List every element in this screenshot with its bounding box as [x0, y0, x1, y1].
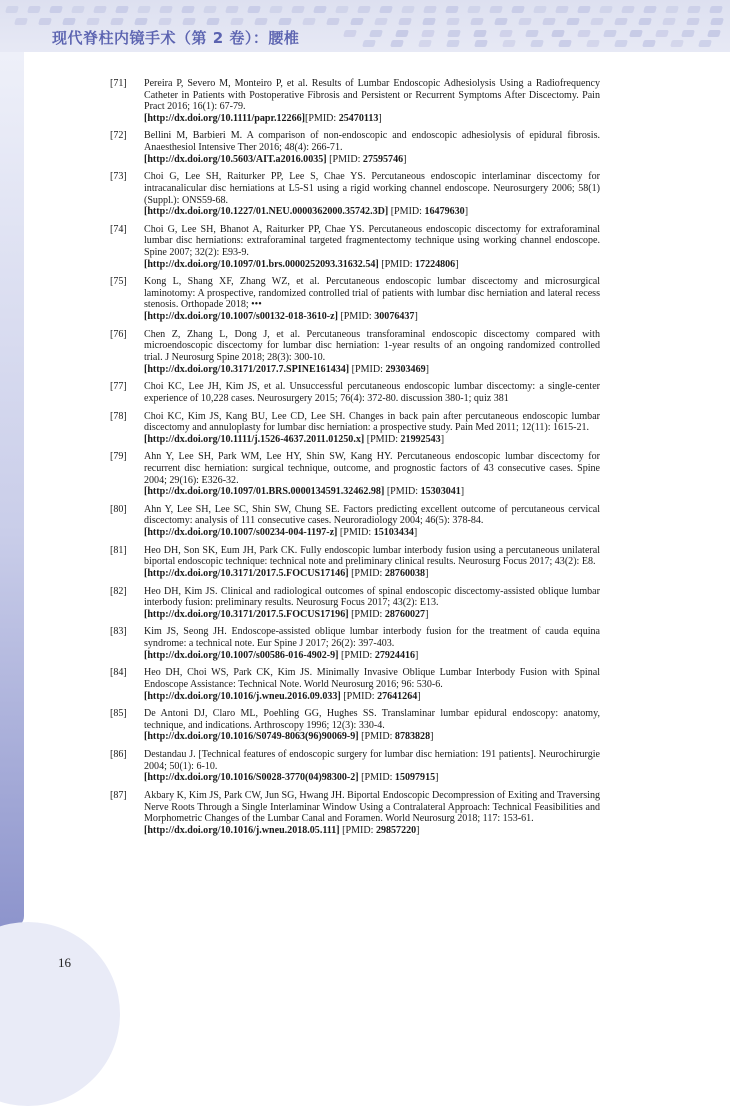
header-decoration-mark: [530, 40, 544, 47]
header-decoration-mark: [686, 18, 700, 25]
header-decoration-mark: [49, 6, 63, 13]
reference-number: [81]: [110, 544, 127, 556]
header-decoration-mark: [555, 6, 569, 13]
reference-number: [87]: [110, 789, 127, 801]
reference-identifiers: [144, 154, 600, 166]
reference-entry: [110, 224, 600, 270]
header-decoration-mark: [599, 6, 613, 13]
header-decoration-mark: [446, 40, 460, 47]
reference-doi-link[interactable]: [http://dx.doi.org/10.1007/s00132-018-3610-z]: [144, 311, 338, 323]
pmid-close: ]: [464, 206, 469, 218]
page-header: [0, 0, 730, 52]
header-decoration-mark: [137, 6, 151, 13]
reference-citation: Akbary K, Kim JS, Park CW, Jun SG, Hwang JH. Biportal Endoscopic Decompression of Exiting and Traversing Nerve Roots Through a Single Interlaminar Window Using a Contralateral Approach: Technical Feasibilities and Morphometric Changes of the Lumbar Canal and Foramen. World Neurosurg 2018; 117: 153-61.: [144, 789, 600, 825]
header-decoration-mark: [134, 18, 148, 25]
pmid-label: [PMID:: [338, 649, 375, 661]
page-corner-decoration: [0, 922, 120, 1106]
reference-pmid[interactable]: 17224806: [415, 258, 456, 270]
pmid-close: ]: [378, 112, 382, 124]
header-decoration-mark: [643, 6, 657, 13]
reference-doi-link[interactable]: [http://dx.doi.org/10.1097/01.BRS.0000134591.32462.98]: [144, 486, 385, 498]
pmid-close: ]: [403, 153, 407, 165]
header-decoration-mark: [518, 18, 532, 25]
reference-citation: Destandau J. [Technical features of endoscopic surgery for lumbar disc herniation: 191 patients]. Neurochirurgie 2004; 50(1): 6-10.: [144, 749, 600, 772]
reference-pmid[interactable]: 15103434: [373, 527, 414, 539]
reference-identifiers: [144, 731, 600, 743]
header-decoration-mark: [590, 18, 604, 25]
header-decoration-mark: [27, 6, 41, 13]
reference-doi-link[interactable]: [http://dx.doi.org/10.1111/j.1526-4637.2011.01250.x]: [144, 433, 365, 445]
pmid-close: ]: [425, 608, 429, 620]
reference-number: [77]: [110, 381, 127, 393]
header-decoration-mark: [423, 6, 437, 13]
reference-pmid[interactable]: 30076437: [374, 311, 415, 323]
reference-identifiers: [144, 691, 600, 703]
pmid-close: ]: [414, 311, 418, 323]
reference-citation: Kong L, Shang XF, Zhang WZ, et al. Percutaneous endoscopic lumbar discectomy and microsurgical laminotomy: A prospective, randomized controlled trial of patients with lumbar disc herniation and lateral recess stenosis. Orthopade 2018; •••: [144, 276, 600, 311]
reference-number: [83]: [110, 626, 127, 638]
reference-number: [85]: [110, 708, 127, 720]
pmid-label: [PMID:: [339, 824, 376, 836]
reference-number: [78]: [110, 410, 127, 422]
running-header-title: 现代脊柱内镜手术（第 2 卷）：腰椎: [52, 29, 300, 47]
pmid-close: ]: [416, 824, 420, 836]
pmid-close: ]: [435, 772, 439, 784]
reference-citation: Choi KC, Lee JH, Kim JS, et al. Unsuccessful percutaneous endoscopic lumbar discectomy: a single-center experience of 10,228 cases. Neurosurgery 2015; 76(4): 372-80. discussion 380-1; quiz 381: [144, 381, 600, 404]
reference-identifiers: [144, 364, 600, 376]
pmid-label: [PMID:: [348, 608, 385, 620]
pmid-close: ]: [425, 363, 429, 375]
pmid-label: [PMID:: [337, 527, 374, 539]
reference-entry: [110, 790, 600, 836]
reference-number: [80]: [110, 503, 127, 515]
header-decoration-mark: [335, 6, 349, 13]
reference-pmid[interactable]: 29857220: [375, 824, 417, 836]
reference-citation: Heo DH, Son SK, Eum JH, Park CK. Fully endoscopic lumbar interbody fusion using a percutaneous unilateral biportal endoscopic technique: technical note and preliminary clinical results. Neurosurg Focus 2017; 43(2): E8.: [144, 544, 600, 568]
reference-doi-link[interactable]: [http://dx.doi.org/10.1097/01.brs.0000252093.31632.54]: [144, 258, 379, 270]
header-decoration-mark: [499, 30, 513, 37]
reference-entry: [110, 329, 600, 375]
reference-citation: Bellini M, Barbieri M. A comparison of non-endoscopic and endoscopic adhesiolysis of epidural fibrosis. Anaesthesiol Intensive Ther 2016; 48(4): 266-71.: [144, 130, 600, 154]
reference-entry: [110, 78, 600, 124]
reference-citation: Chen Z, Zhang L, Dong J, et al. Percutaneous transforaminal endoscopic discectomy compared with microendoscopic discectomy for lumbar disc herniation: 1-year results of an ongoing randomized controlled trial. J Neurosurg Spine 2018; 28(3): 300-10.: [144, 328, 600, 363]
header-decoration-mark: [642, 40, 656, 47]
header-decoration-mark: [614, 40, 628, 47]
reference-number: [84]: [110, 667, 127, 679]
header-decoration-mark: [401, 6, 415, 13]
header-decoration-mark: [566, 18, 580, 25]
reference-number: [72]: [110, 130, 127, 142]
header-decoration-mark: [502, 40, 516, 47]
header-decoration-mark: [379, 6, 393, 13]
header-decoration-mark: [313, 6, 327, 13]
pmid-label: [PMID:: [348, 567, 385, 579]
pmid-label: [PMID:: [384, 486, 421, 498]
header-decoration-mark: [278, 18, 292, 25]
header-decoration-mark: [494, 18, 508, 25]
reference-pmid[interactable]: 15303041: [420, 486, 461, 498]
reference-doi-link[interactable]: [http://dx.doi.org/10.1007/s00586-016-4902-9]: [144, 649, 339, 661]
side-decoration-strip: [0, 52, 24, 928]
reference-pmid[interactable]: 27595746: [362, 153, 404, 165]
reference-doi-link[interactable]: [http://dx.doi.org/10.1016/j.wneu.2016.09.033]: [144, 690, 341, 702]
reference-entry: [110, 171, 600, 217]
pmid-close: ]: [440, 433, 445, 445]
pmid-label: [PMID:: [326, 153, 363, 165]
reference-entry: [110, 451, 600, 497]
header-decoration-mark: [586, 40, 600, 47]
header-decoration-mark: [577, 6, 591, 13]
header-decoration-mark: [603, 30, 617, 37]
reference-identifiers: [144, 609, 600, 621]
header-decoration-mark: [269, 6, 283, 13]
header-decoration: [320, 30, 730, 40]
reference-pmid[interactable]: 25470113: [338, 112, 379, 124]
pmid-label: [PMID:: [358, 772, 395, 784]
pmid-close: ]: [417, 690, 421, 702]
reference-identifiers: [144, 527, 600, 539]
header-decoration-mark: [445, 6, 459, 13]
header-decoration-mark: [302, 18, 316, 25]
pmid-close: ]: [425, 567, 429, 579]
reference-identifiers: [144, 206, 600, 218]
header-decoration-mark: [670, 40, 684, 47]
reference-pmid[interactable]: 16479630: [424, 206, 465, 218]
reference-doi-link[interactable]: [http://dx.doi.org/10.1111/papr.12266]: [144, 112, 305, 124]
reference-number: [82]: [110, 585, 127, 597]
header-decoration-mark: [247, 6, 261, 13]
header-decoration-mark: [291, 6, 305, 13]
pmid-label: [PMID:: [337, 311, 375, 323]
reference-pmid[interactable]: 27641264: [377, 690, 418, 702]
pmid-close: ]: [430, 731, 434, 743]
header-decoration-mark: [5, 6, 19, 13]
header-decoration-mark: [446, 18, 460, 25]
reference-citation: Choi G, Lee SH, Bhanot A, Raiturker PP, Chae YS. Percutaneous endoscopic discectomy for extraforaminal lumbar disc herniations: extraforaminal targeted fragmentectomy technique using working channel endoscope. Spine 2007; 32(2): E93-9.: [144, 223, 600, 258]
reference-pmid[interactable]: 15097915: [394, 772, 436, 784]
reference-number: [73]: [110, 171, 127, 183]
reference-number: [86]: [110, 749, 127, 761]
header-decoration-mark: [511, 6, 525, 13]
reference-citation: Heo DH, Kim JS. Clinical and radiological outcomes of spinal endoscopic discectomy-assisted oblique lumbar interbody fusion: preliminary results. Neurosurg Focus 2017; 43(2): E13.: [144, 585, 600, 609]
reference-pmid[interactable]: 29303469: [385, 363, 426, 375]
reference-pmid[interactable]: 28760027: [384, 608, 426, 620]
header-decoration-mark: [418, 40, 432, 47]
reference-list: [110, 78, 600, 842]
header-decoration-mark: [357, 6, 371, 13]
header-decoration-mark: [110, 18, 124, 25]
header-decoration-mark: [662, 18, 676, 25]
header-decoration-mark: [698, 40, 712, 47]
header-decoration-mark: [374, 18, 388, 25]
reference-identifiers: [144, 772, 600, 784]
header-decoration-mark: [473, 30, 487, 37]
header-decoration-mark: [467, 6, 481, 13]
header-decoration-mark: [709, 6, 723, 13]
reference-doi-link[interactable]: [http://dx.doi.org/10.1016/j.wneu.2018.05.111]: [144, 824, 340, 836]
header-decoration-mark: [474, 40, 488, 47]
reference-identifiers: [144, 486, 600, 498]
header-decoration: [0, 6, 730, 16]
header-decoration-mark: [621, 6, 635, 13]
pmid-close: ]: [413, 527, 418, 539]
header-decoration-mark: [71, 6, 85, 13]
reference-citation: Kim JS, Seong JH. Endoscope-assisted oblique lumbar interbody fusion for the treatment of cauda equina syndrome: a technical note. Eur Spine J 2017; 26(2): 397-403.: [144, 626, 600, 650]
reference-identifiers: [144, 259, 600, 271]
header-decoration-mark: [182, 18, 196, 25]
header-decoration-mark: [447, 30, 461, 37]
header-decoration-mark: [629, 30, 643, 37]
header-decoration-mark: [681, 30, 695, 37]
header-decoration-mark: [390, 40, 404, 47]
pmid-label: [PMID:: [304, 112, 339, 124]
page-number: 16: [58, 955, 71, 970]
header-decoration-mark: [343, 30, 357, 37]
reference-citation: Pereira P, Severo M, Monteiro P, et al. Results of Lumbar Endoscopic Adhesiolysis Using a Radiofrequency Catheter in Patients with Postoperative Fibrosis and Persistent or Recurrent Symptoms After Discectomy. Pain Pract 2016; 16(1): 67-79.: [144, 78, 600, 113]
reference-entry: [110, 411, 600, 446]
pmid-label: [PMID:: [358, 731, 395, 743]
reference-pmid[interactable]: 8783828: [394, 731, 431, 743]
reference-number: [71]: [110, 78, 127, 89]
header-decoration-mark: [470, 18, 484, 25]
reference-citation: Choi KC, Kim JS, Kang BU, Lee CD, Lee SH. Changes in back pain after percutaneous endoscopic lumbar discectomy and annuloplasty for lumbar disc herniation: a prospective study. Pain Med 2011; 12(11): 1615-21.: [144, 410, 600, 434]
header-decoration-mark: [350, 18, 364, 25]
header-decoration-mark: [62, 18, 76, 25]
reference-doi-link[interactable]: [http://dx.doi.org/10.3171/2017.7.SPINE161434]: [144, 363, 350, 375]
header-decoration-mark: [551, 30, 565, 37]
header-decoration-mark: [398, 18, 412, 25]
header-decoration-mark: [533, 6, 547, 13]
pmid-close: ]: [415, 649, 419, 661]
header-decoration-mark: [707, 30, 721, 37]
reference-number: [75]: [110, 276, 127, 288]
reference-pmid[interactable]: 21992543: [400, 433, 441, 445]
pmid-label: [PMID:: [378, 258, 416, 270]
pmid-label: [PMID:: [364, 433, 401, 445]
reference-pmid[interactable]: 27924416: [374, 649, 416, 661]
header-decoration-mark: [421, 30, 435, 37]
header-decoration-mark: [326, 18, 340, 25]
header-decoration-mark: [93, 6, 107, 13]
reference-citation: Ahn Y, Lee SH, Park WM, Lee HY, Shin SW, Kang HY. Percutaneous endoscopic lumbar discectomy for recurrent disc herniation: surgical technique, outcome, and prognostic factors of 43 consecutive cases. Spine 2004; 29(16): E326-32.: [144, 451, 600, 486]
pmid-label: [PMID:: [340, 690, 378, 702]
reference-number: [74]: [110, 223, 127, 235]
reference-number: [79]: [110, 451, 127, 463]
reference-entry: [110, 130, 600, 165]
header-decoration-mark: [655, 30, 669, 37]
header-decoration-mark: [558, 40, 572, 47]
reference-entry: [110, 545, 600, 580]
reference-doi-link[interactable]: [http://dx.doi.org/10.3171/2017.5.FOCUS17196]: [144, 608, 349, 620]
reference-entry: [110, 586, 600, 621]
reference-doi-link[interactable]: [http://dx.doi.org/10.3171/2017.5.FOCUS17146]: [144, 567, 349, 579]
reference-doi-link[interactable]: [http://dx.doi.org/10.1227/01.NEU.0000362000.35742.3D]: [144, 206, 389, 218]
reference-citation: De Antoni DJ, Claro ML, Poehling GG, Hughes SS. Translaminar lumbar epidural endoscopy: anatomy, technique, and indications. Arthroscopy 1996; 12(3): 330-4.: [144, 708, 600, 731]
reference-identifiers: [144, 650, 600, 662]
reference-entry: [110, 504, 600, 539]
reference-doi-link[interactable]: [http://dx.doi.org/10.5603/AIT.a2016.0035]: [144, 153, 327, 165]
reference-doi-link[interactable]: [http://dx.doi.org/10.1016/S0028-3770(04)98300-2]: [144, 772, 359, 784]
reference-citation: Choi G, Lee SH, Raiturker PP, Lee S, Chae YS. Percutaneous endoscopic interlaminar discectomy for intracanalicular disc herniations at L5-S1 using a rigid working channel endoscope. Neurosurgery 2006; 58(1) (Suppl.): ONS59-68.: [144, 171, 600, 206]
header-decoration-mark: [362, 40, 376, 47]
header-decoration-mark: [115, 6, 129, 13]
reference-citation: Ahn Y, Lee SH, Lee SC, Shin SW, Chung SE. Factors predicting excellent outcome of percutaneous cervical discectomy: analysis of 111 consecutive cases. Neuroradiology 2004; 46(5): 378-84.: [144, 503, 600, 527]
reference-entry: [110, 626, 600, 661]
header-decoration-mark: [159, 6, 173, 13]
header-decoration-mark: [230, 18, 244, 25]
header-decoration-mark: [86, 18, 100, 25]
header-decoration-mark: [181, 6, 195, 13]
pmid-close: ]: [455, 258, 459, 270]
header-decoration-mark: [369, 30, 383, 37]
header-decoration-mark: [38, 18, 52, 25]
reference-doi-link[interactable]: [http://dx.doi.org/10.1016/S0749-8063(96)90069-9]: [144, 731, 359, 743]
pmid-close: ]: [460, 486, 465, 498]
reference-entry: [110, 667, 600, 702]
reference-identifiers: [144, 434, 600, 446]
header-decoration-mark: [206, 18, 220, 25]
reference-entry: [110, 276, 600, 322]
reference-entry: [110, 381, 600, 404]
reference-entry: [110, 749, 600, 784]
header-decoration-mark: [489, 6, 503, 13]
reference-identifiers: [144, 825, 600, 837]
reference-number: [76]: [110, 328, 127, 340]
reference-citation: Heo DH, Choi WS, Park CK, Kim JS. Minimally Invasive Oblique Lumbar Interbody Fusion with Spinal Endoscope Assistance: Technical Note. World Neurosurg 2016; 96: 530-6.: [144, 667, 600, 690]
header-decoration-mark: [254, 18, 268, 25]
header-decoration-mark: [614, 18, 628, 25]
header-decoration-mark: [395, 30, 409, 37]
header-decoration-mark: [422, 18, 436, 25]
header-decoration-mark: [665, 6, 679, 13]
header-decoration-mark: [710, 18, 724, 25]
reference-identifiers: [144, 568, 600, 580]
reference-pmid[interactable]: 28760038: [384, 567, 426, 579]
header-decoration-mark: [203, 6, 217, 13]
reference-identifiers: [144, 311, 600, 323]
header-decoration-mark: [687, 6, 701, 13]
header-decoration-mark: [577, 30, 591, 37]
header-decoration-mark: [158, 18, 172, 25]
reference-entry: [110, 708, 600, 743]
header-decoration-mark: [14, 18, 28, 25]
pmid-label: [PMID:: [349, 363, 386, 375]
header-decoration-mark: [525, 30, 539, 37]
header-decoration-mark: [638, 18, 652, 25]
pmid-label: [PMID:: [388, 206, 425, 218]
reference-doi-link[interactable]: [http://dx.doi.org/10.1007/s00234-004-1197-z]: [144, 527, 338, 539]
reference-identifiers: [144, 113, 600, 125]
header-decoration-mark: [542, 18, 556, 25]
header-decoration: [330, 40, 730, 50]
header-decoration-mark: [225, 6, 239, 13]
